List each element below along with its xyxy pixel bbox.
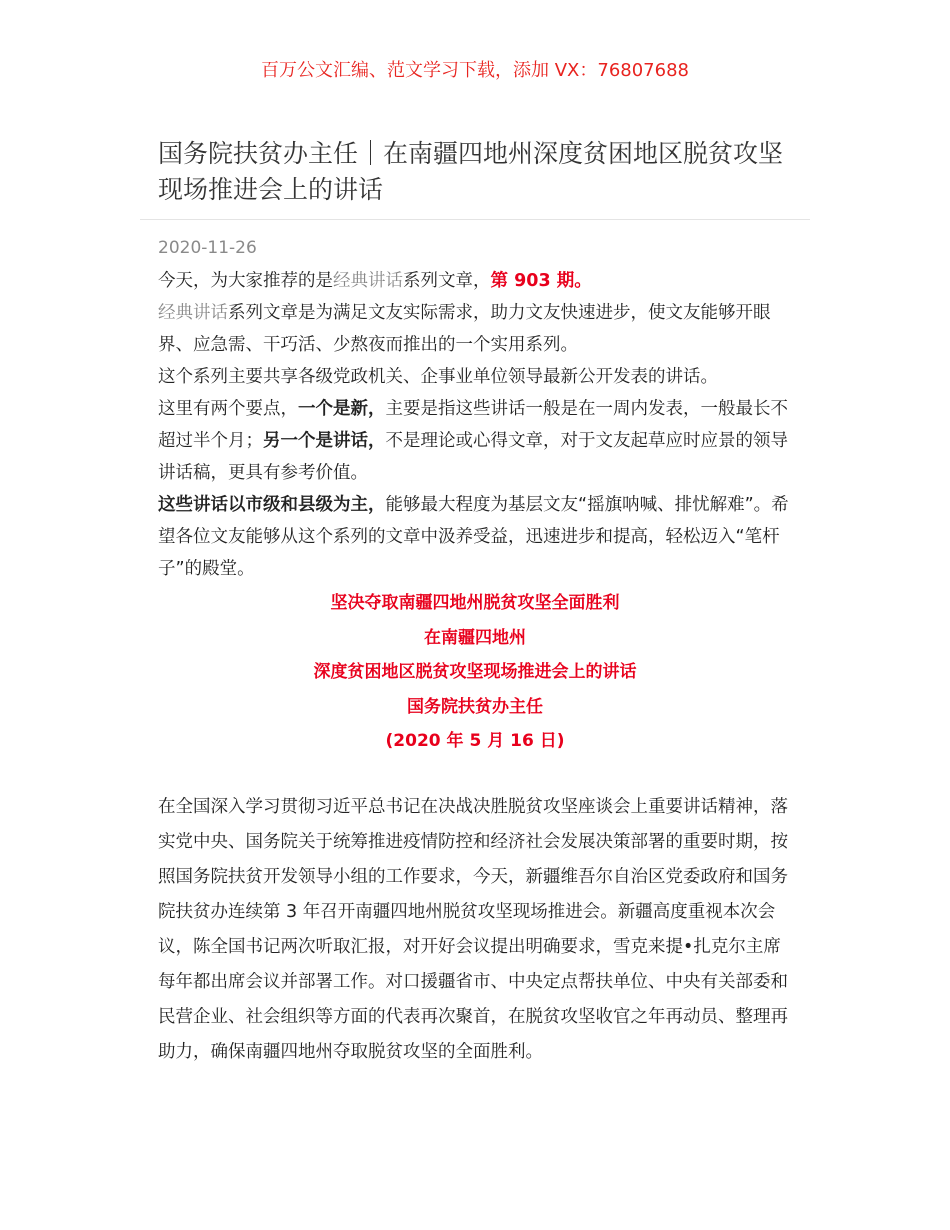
divider xyxy=(140,219,810,220)
text: 系列文章是为满足文友实际需求，助力文友快速进步，使文友能够开眼界、应急需、干巧活、少熬夜而推出的一个实用系列。 xyxy=(158,303,771,355)
emphasis: 一个是新， xyxy=(298,399,386,419)
article-title: 国务院扶贫办主任｜在南疆四地州深度贫困地区脱贫攻坚现场推进会上的讲话 xyxy=(158,139,784,204)
speech-main-title: 坚决夺取南疆四地州脱贫攻坚全面胜利 xyxy=(330,593,620,613)
series-name: 经典讲话 xyxy=(158,303,228,323)
series-intro xyxy=(158,265,792,585)
emphasis: 另一个是讲话， xyxy=(263,431,386,451)
text: 主要是指这些讲话一般是在一周内发表，一般最长不超过半个月； xyxy=(158,399,788,451)
intro-paragraph xyxy=(158,393,792,489)
series-name: 经典讲话 xyxy=(333,271,403,291)
speech-subtitle: 深度贫困地区脱贫攻坚现场推进会上的讲话 xyxy=(313,662,637,682)
speech-headings xyxy=(0,586,950,759)
text: 能够最大程度为基层文友“摇旗呐喊、排忧解难”。希望各位文友能够从这个系列的文章中汲养受益，迅速进步和提高，轻松迈入“笔杆子”的殿堂。 xyxy=(158,495,789,579)
text: 不是理论或心得文章，对于文友起草应时应景的领导讲话稿，更具有参考价值。 xyxy=(158,431,788,483)
text: 系列文章， xyxy=(403,271,491,291)
speech-date: (2020 年 5 月 16 日) xyxy=(385,731,565,751)
intro-paragraph: 这个系列主要共享各级党政机关、企事业单位领导最新公开发表的讲话。 xyxy=(158,367,718,387)
body-paragraph: 在全国深入学习贯彻习近平总书记在决战决胜脱贫攻坚座谈会上重要讲话精神，落实党中央、国务院关于统筹推进疫情防控和经济社会发展决策部署的重要时期，按照国务院扶贫开发领导小组的工作要求，今天，新疆维吾尔自治区党委政府和国务院扶贫办连续第 3 年召开南疆四地州脱贫攻坚现场推进会。新疆高度重视本次会议，陈全国书记两次听取汇报，对开好会议提出明确要求，雪克来提•扎克尔主席每年都出席会议并部署工作。对口援疆省市、中央定点帮扶单位、中央有关部委和民营企业、社会组织等方面的代表再次聚首，在脱贫攻坚收官之年再动员、整理再助力，确保南疆四地州夺取脱贫攻坚的全面胜利。 xyxy=(158,797,788,1062)
publish-date: 2020-11-26 xyxy=(158,238,257,258)
speech-subtitle: 在南疆四地州 xyxy=(424,627,526,648)
intro-paragraph xyxy=(158,297,792,361)
promo-banner: 百万公文汇编、范文学习下载，添加 VX：76807688 xyxy=(261,60,689,81)
emphasis: 这些讲话以市级和县级为主， xyxy=(158,495,386,515)
text: 今天，为大家推荐的是 xyxy=(158,271,333,291)
text: 这里有两个要点， xyxy=(158,399,298,419)
intro-paragraph xyxy=(158,489,792,585)
speaker: 国务院扶贫办主任 xyxy=(407,696,543,717)
intro-paragraph xyxy=(158,265,792,297)
issue-number: 第 903 期。 xyxy=(490,271,592,291)
